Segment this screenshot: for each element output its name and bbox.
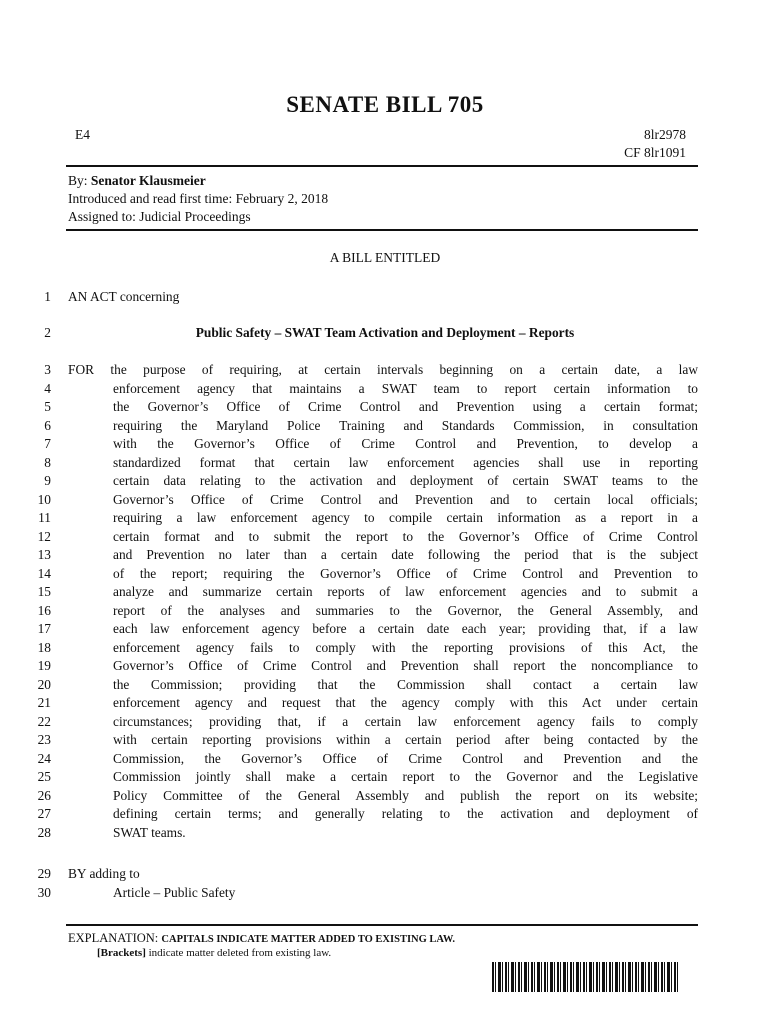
- line-text: requiring a law enforcement agency to compile certain information as a report in a: [113, 510, 698, 525]
- line-text: AN ACT concerning: [68, 289, 180, 304]
- line-number: 26: [37, 787, 51, 803]
- bill-line: [0, 584, 770, 602]
- bill-line: [0, 325, 770, 343]
- bill-line: [0, 658, 770, 676]
- line-number: 1: [44, 289, 51, 304]
- line-number: 13: [37, 547, 51, 562]
- bill-line: [0, 677, 770, 695]
- bill-line: [0, 621, 770, 639]
- bill-line: [0, 751, 770, 769]
- bill-line: [0, 866, 770, 884]
- bill-line: [0, 399, 770, 417]
- line-text: circumstances; providing that, if a certain law enforcement agency fails to comply: [113, 713, 698, 729]
- line-number: 22: [37, 713, 51, 729]
- sponsor-line: [68, 173, 206, 189]
- line-text: Commission, the Governor’s Office of Crime Control and Prevention and the: [113, 750, 698, 766]
- bill-title: SENATE BILL 705: [286, 92, 484, 117]
- bill-line: [0, 885, 770, 903]
- line-text: the Commission; providing that the Commission shall contact a certain law: [113, 676, 698, 692]
- line-number: 8: [44, 454, 51, 470]
- line-text: with the Governor’s Office of Crime Control and Prevention, to develop a: [113, 436, 698, 451]
- bill-line: [0, 529, 770, 547]
- line-text: analyze and summarize certain reports of law enforcement agencies and to submit a: [113, 584, 698, 599]
- line-number: 24: [37, 750, 51, 766]
- bill-line: [0, 640, 770, 658]
- bill-line: [0, 714, 770, 732]
- line-number: 20: [37, 676, 51, 692]
- line-text: BY adding to: [68, 866, 140, 881]
- line-text: Governor’s Office of Crime Control and Prevention and to certain local officials;: [113, 491, 698, 507]
- bill-line: [0, 436, 770, 454]
- explanation-label: EXPLANATION:: [68, 931, 159, 945]
- line-number: 14: [37, 565, 51, 581]
- introduced-line: Introduced and read first time: February 2, 2018: [68, 191, 329, 206]
- sponsor-name: Senator Klausmeier: [90, 173, 206, 188]
- line-number: 27: [37, 806, 51, 821]
- line-number: 4: [44, 380, 51, 396]
- bill-line: [0, 362, 770, 380]
- bill-line: [0, 825, 770, 843]
- bill-line: [0, 769, 770, 787]
- line-number: 3: [44, 362, 51, 377]
- line-text: defining certain terms; and generally relating to the activation and deployment of: [113, 806, 698, 821]
- line-number: 7: [44, 436, 51, 451]
- line-text: SWAT teams.: [113, 824, 186, 840]
- line-text: of the report; requiring the Governor’s Office of Crime Control and Prevention to: [113, 565, 698, 581]
- line-text: standardized format that certain law enforcement agencies shall use in reporting: [113, 454, 698, 470]
- line-number: 23: [37, 732, 51, 747]
- line-number: 11: [38, 510, 51, 525]
- line-number: 25: [37, 769, 51, 784]
- bill-line: [0, 806, 770, 824]
- line-number: 6: [44, 417, 51, 433]
- header-rule-top: [66, 165, 698, 167]
- bill-line: [0, 788, 770, 806]
- line-text: report of the analyses and summaries to the Governor, the General Assembly, and: [113, 602, 698, 618]
- bill-line: [0, 455, 770, 473]
- bill-entitled: A BILL ENTITLED: [329, 250, 441, 265]
- line-number: 18: [37, 639, 51, 655]
- bill-line: [0, 547, 770, 565]
- assigned-line: Assigned to: Judicial Proceedings: [68, 209, 251, 224]
- bill-line: [0, 695, 770, 713]
- cross-file-code: CF 8lr1091: [624, 145, 686, 160]
- bill-line: [0, 289, 770, 307]
- brackets-note: indicate matter deleted from existing law.: [148, 947, 332, 959]
- line-text: Commission jointly shall make a certain report to the Governor and the Legislative: [113, 769, 698, 784]
- line-text: enforcement agency and request that the agency comply with this Act under certain: [113, 695, 698, 710]
- line-text: Governor’s Office of Crime Control and Prevention shall report the noncompliance to: [113, 658, 698, 673]
- line-text: and Prevention no later than a certain date following the period that is the subject: [113, 547, 698, 562]
- line-number: 16: [37, 602, 51, 618]
- header-rule-bottom: [66, 229, 698, 231]
- brackets-word: [Brackets]: [97, 947, 146, 959]
- line-text: enforcement agency fails to comply with the reporting provisions of this Act, the: [113, 639, 698, 655]
- line-number: 30: [37, 885, 51, 900]
- line-text: Policy Committee of the General Assembly and publish the report on its website;: [113, 787, 698, 803]
- barcode-image: [492, 962, 680, 992]
- bill-line: [0, 381, 770, 399]
- bill-line: [0, 473, 770, 491]
- brackets-line: [97, 947, 331, 959]
- line-number: 10: [37, 491, 51, 507]
- line-number: 12: [37, 528, 51, 544]
- line-text: certain data relating to the activation and deployment of certain SWAT teams to the: [113, 473, 698, 488]
- line-text: with certain reporting provisions within a certain period after being contacted by the: [113, 732, 698, 747]
- bill-line: [0, 510, 770, 528]
- line-text: certain format and to submit the report to the Governor’s Office of Crime Control: [113, 528, 698, 544]
- line-number: 28: [37, 824, 51, 840]
- explanation-line: [68, 931, 455, 946]
- line-number: 29: [37, 866, 51, 881]
- bill-line: [0, 492, 770, 510]
- by-label: By:: [68, 173, 88, 188]
- footer-rule: [66, 924, 698, 926]
- line-number: 9: [44, 473, 51, 488]
- line-text: Article – Public Safety: [113, 885, 236, 900]
- capitals-note: CAPITALS INDICATE MATTER ADDED TO EXISTING LAW.: [161, 934, 455, 945]
- draft-code: 8lr2978: [644, 127, 686, 142]
- subject-code: E4: [75, 127, 90, 142]
- line-number: 5: [44, 399, 51, 414]
- line-number: 2: [44, 325, 51, 340]
- bill-line: [0, 732, 770, 750]
- line-number: 15: [37, 584, 51, 599]
- line-number: 19: [37, 658, 51, 673]
- bill-line: [0, 418, 770, 436]
- bill-line: [0, 603, 770, 621]
- line-number: 21: [37, 695, 51, 710]
- line-text: enforcement agency that maintains a SWAT team to report certain information to: [113, 380, 698, 396]
- line-number: 17: [37, 621, 51, 636]
- line-text: the Governor’s Office of Crime Control and Prevention using a certain format;: [113, 399, 698, 414]
- line-text: Public Safety – SWAT Team Activation and Deployment – Reports: [195, 325, 575, 340]
- bill-line: [0, 566, 770, 584]
- line-text: FOR the purpose of requiring, at certain intervals beginning on a certain date, a law: [68, 362, 698, 377]
- line-text: each law enforcement agency before a certain date each year; providing that, if a law: [113, 621, 698, 636]
- line-text: requiring the Maryland Police Training and Standards Commission, in consultation: [113, 417, 698, 433]
